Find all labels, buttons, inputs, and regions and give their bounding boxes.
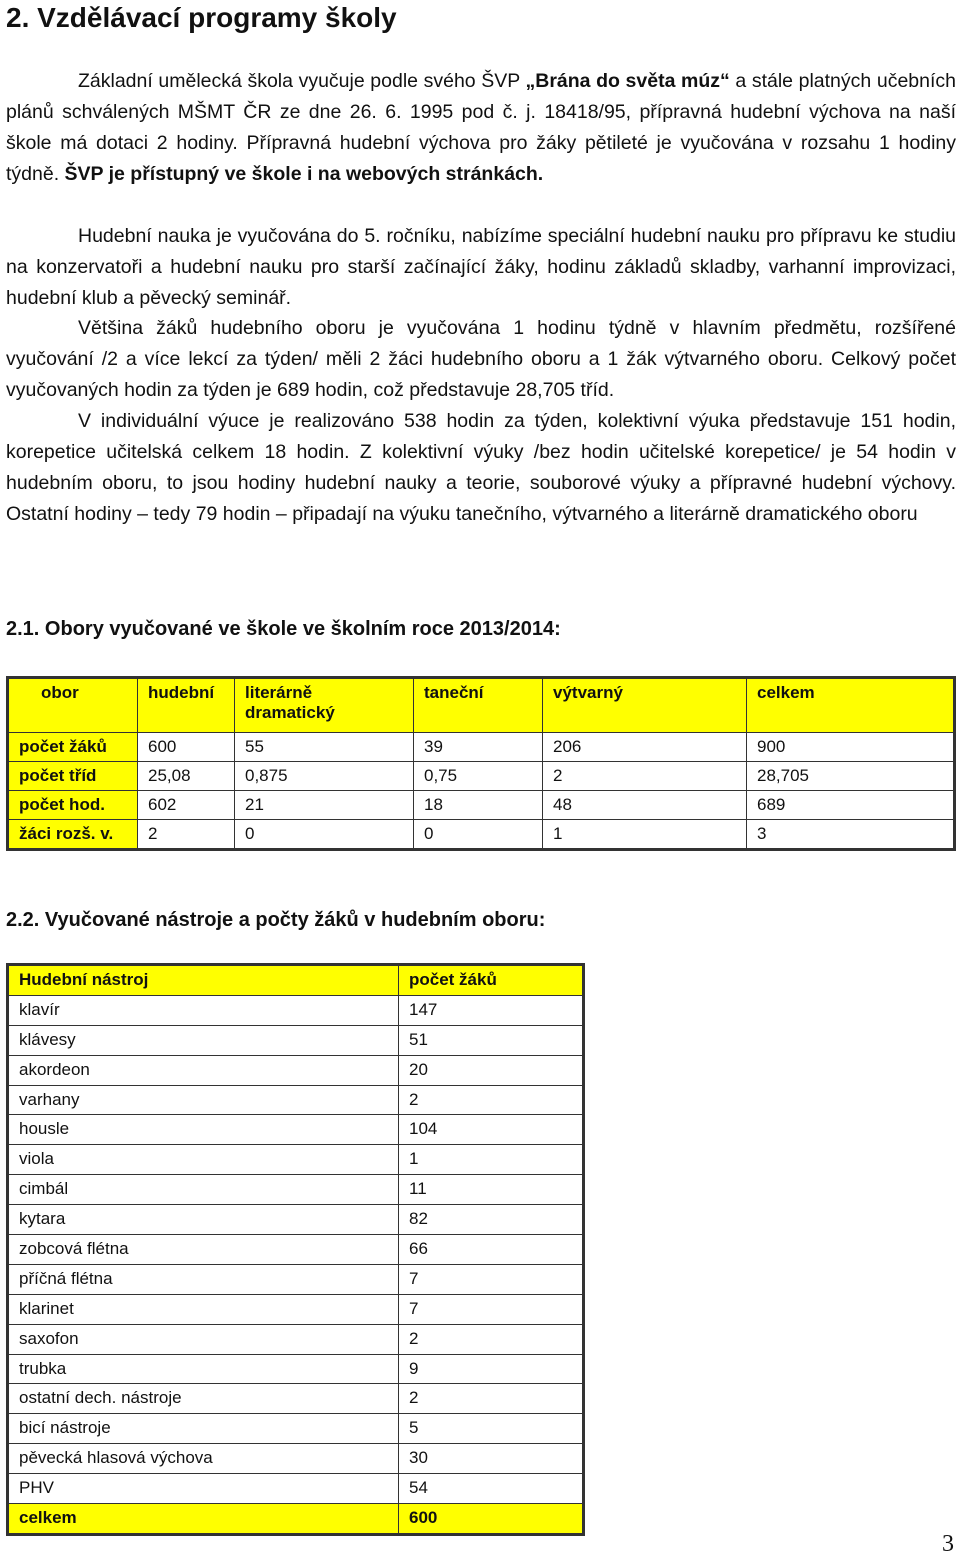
instrument-row [8, 1294, 584, 1324]
fields-header-vytvarny: výtvarný [543, 678, 747, 733]
fields-cell: 2 [138, 820, 235, 850]
instrument-row [8, 1264, 584, 1294]
fields-row-label: počet tříd [8, 762, 138, 791]
fields-header-celkem: celkem [747, 678, 955, 733]
instrument-count: 2 [399, 1384, 584, 1414]
fields-table-header-row [8, 678, 955, 733]
fields-row-label: žáci rozš. v. [8, 820, 138, 850]
paragraph-lessons: Většina žáků hudebního oboru je vyučována 1 hodinu týdně v hlavním předmětu, rozšířené vyučování /2 a více lekcí za týden/ měli 2 žáci hudebního oboru a 1 žák výtvarného oboru. Celkový počet vyučovaných hodin za týden je 689 hodin, což představuje 28,705 tříd. [6, 317, 956, 401]
fields-table-row [8, 733, 955, 762]
fields-table-row [8, 762, 955, 791]
instruments-header-instrument: Hudební nástroj [8, 965, 399, 996]
instrument-row [8, 1384, 584, 1414]
fields-cell: 602 [138, 791, 235, 820]
paragraph-hours: V individuální výuce je realizováno 538 hodin za týden, kolektivní výuka představuje 151 hodin, korepetice učitelská celkem 18 hodin. Z kolektivní výuky /bez hodin učitelské korepetice/ je 54 hodin v hudebním oboru, to jsou hodiny hudební nauky a teorie, souborové výuky a přípravné hudební výchovy. Ostatní hodiny – tedy 79 hodin – připadají na výuku tanečního, výtvarného a literárně dramatického oboru [6, 410, 956, 525]
instrument-row [8, 1235, 584, 1265]
instruments-total-label: celkem [8, 1504, 399, 1535]
fields-header-tanecni: taneční [414, 678, 543, 733]
instrument-count: 20 [399, 1055, 584, 1085]
instrument-count: 5 [399, 1414, 584, 1444]
instrument-count: 7 [399, 1264, 584, 1294]
instrument-row [8, 1205, 584, 1235]
instrument-row [8, 1145, 584, 1175]
instrument-count: 2 [399, 1085, 584, 1115]
page-number: 3 [942, 1531, 954, 1557]
instrument-name: akordeon [8, 1055, 399, 1085]
instrument-name: PHV [8, 1474, 399, 1504]
fields-cell: 206 [543, 733, 747, 762]
instruments-total-row [8, 1504, 584, 1535]
instruments-table-header-row [8, 965, 584, 996]
instrument-row [8, 1175, 584, 1205]
instrument-count: 11 [399, 1175, 584, 1205]
fields-cell: 1 [543, 820, 747, 850]
instrument-name: klávesy [8, 1025, 399, 1055]
fields-cell: 39 [414, 733, 543, 762]
fields-table [6, 676, 956, 851]
paragraph-svp-text-a: Základní umělecká škola vyučuje podle svého ŠVP [78, 70, 526, 92]
fields-cell: 18 [414, 791, 543, 820]
instrument-name: zobcová flétna [8, 1235, 399, 1265]
instrument-count: 104 [399, 1115, 584, 1145]
fields-cell: 2 [543, 762, 747, 791]
fields-cell: 55 [235, 733, 414, 762]
paragraph-svp-web-note: ŠVP je přístupný ve škole i na webových stránkách. [64, 163, 544, 185]
fields-cell: 0 [414, 820, 543, 850]
instrument-count: 82 [399, 1205, 584, 1235]
instrument-count: 9 [399, 1354, 584, 1384]
fields-cell: 28,705 [747, 762, 955, 791]
instrument-name: bicí nástroje [8, 1414, 399, 1444]
instrument-name: klarinet [8, 1294, 399, 1324]
section-title-instruments: 2.2. Vyučované nástroje a počty žáků v hudebním oboru: [6, 909, 546, 931]
instrument-name: trubka [8, 1354, 399, 1384]
instrument-name: cimbál [8, 1175, 399, 1205]
fields-table-row [8, 791, 955, 820]
fields-header-hudebni: hudební [138, 678, 235, 733]
instrument-count: 66 [399, 1235, 584, 1265]
fields-row-label: počet hod. [8, 791, 138, 820]
fields-cell: 0,875 [235, 762, 414, 791]
fields-cell: 0 [235, 820, 414, 850]
instrument-count: 51 [399, 1025, 584, 1055]
instrument-name: varhany [8, 1085, 399, 1115]
instrument-row [8, 1444, 584, 1474]
fields-cell: 0,75 [414, 762, 543, 791]
instrument-count: 54 [399, 1474, 584, 1504]
instruments-header-count: počet žáků [399, 965, 584, 996]
instrument-row [8, 1324, 584, 1354]
instrument-name: viola [8, 1145, 399, 1175]
fields-cell: 689 [747, 791, 955, 820]
instrument-count: 2 [399, 1324, 584, 1354]
instrument-row [8, 995, 584, 1025]
instrument-name: kytara [8, 1205, 399, 1235]
paragraph-music-theory: Hudební nauka je vyučována do 5. ročníku, nabízíme speciální hudební nauku pro přípravu ke studiu na konzervatoři a hudební nauku pro starší začínající žáky, hodinu základů skladby, varhanní improvizaci, hudební klub a pěvecký seminář. [6, 225, 956, 309]
instrument-row [8, 1115, 584, 1145]
instrument-name: housle [8, 1115, 399, 1145]
instrument-row [8, 1085, 584, 1115]
instrument-row [8, 1414, 584, 1444]
instrument-name: příčná flétna [8, 1264, 399, 1294]
instrument-row [8, 1055, 584, 1085]
instrument-name: klavír [8, 995, 399, 1025]
section-title-fields: 2.1. Obory vyučované ve škole ve školním roce 2013/2014: [6, 618, 561, 640]
instrument-count: 147 [399, 995, 584, 1025]
instrument-count: 7 [399, 1294, 584, 1324]
instrument-row [8, 1474, 584, 1504]
fields-row-label: počet žáků [8, 733, 138, 762]
instrument-row [8, 1354, 584, 1384]
instrument-count: 1 [399, 1145, 584, 1175]
fields-table-row [8, 820, 955, 850]
fields-cell: 21 [235, 791, 414, 820]
instruments-table [6, 963, 585, 1536]
paragraph-svp-program-name: „Brána do světa múz“ [525, 70, 730, 92]
paragraph-svp [6, 66, 956, 190]
fields-cell: 600 [138, 733, 235, 762]
fields-cell: 25,08 [138, 762, 235, 791]
fields-header-obor: obor [8, 678, 138, 733]
instruments-total-count: 600 [399, 1504, 584, 1535]
instrument-count: 30 [399, 1444, 584, 1474]
fields-cell: 3 [747, 820, 955, 850]
fields-cell: 900 [747, 733, 955, 762]
instrument-row [8, 1025, 584, 1055]
instrument-name: pěvecká hlasová výchova [8, 1444, 399, 1474]
instrument-name: ostatní dech. nástroje [8, 1384, 399, 1414]
instrument-name: saxofon [8, 1324, 399, 1354]
page-heading: 2. Vzdělávací programy školy [6, 2, 397, 33]
fields-header-literarne: literárně dramatický [235, 678, 414, 733]
fields-cell: 48 [543, 791, 747, 820]
paragraph-svp-text-c: a stále platných učebních plánů schválených MŠMT ČR ze dne 26. 6. 1995 pod č. j. 18418/95, přípravná hudební výchova na naší škole má dotaci 2 hodiny. Přípravná hudební výchova pro žáky pětileté je vyučována v rozsahu 1 hodiny týdně. [6, 70, 956, 185]
